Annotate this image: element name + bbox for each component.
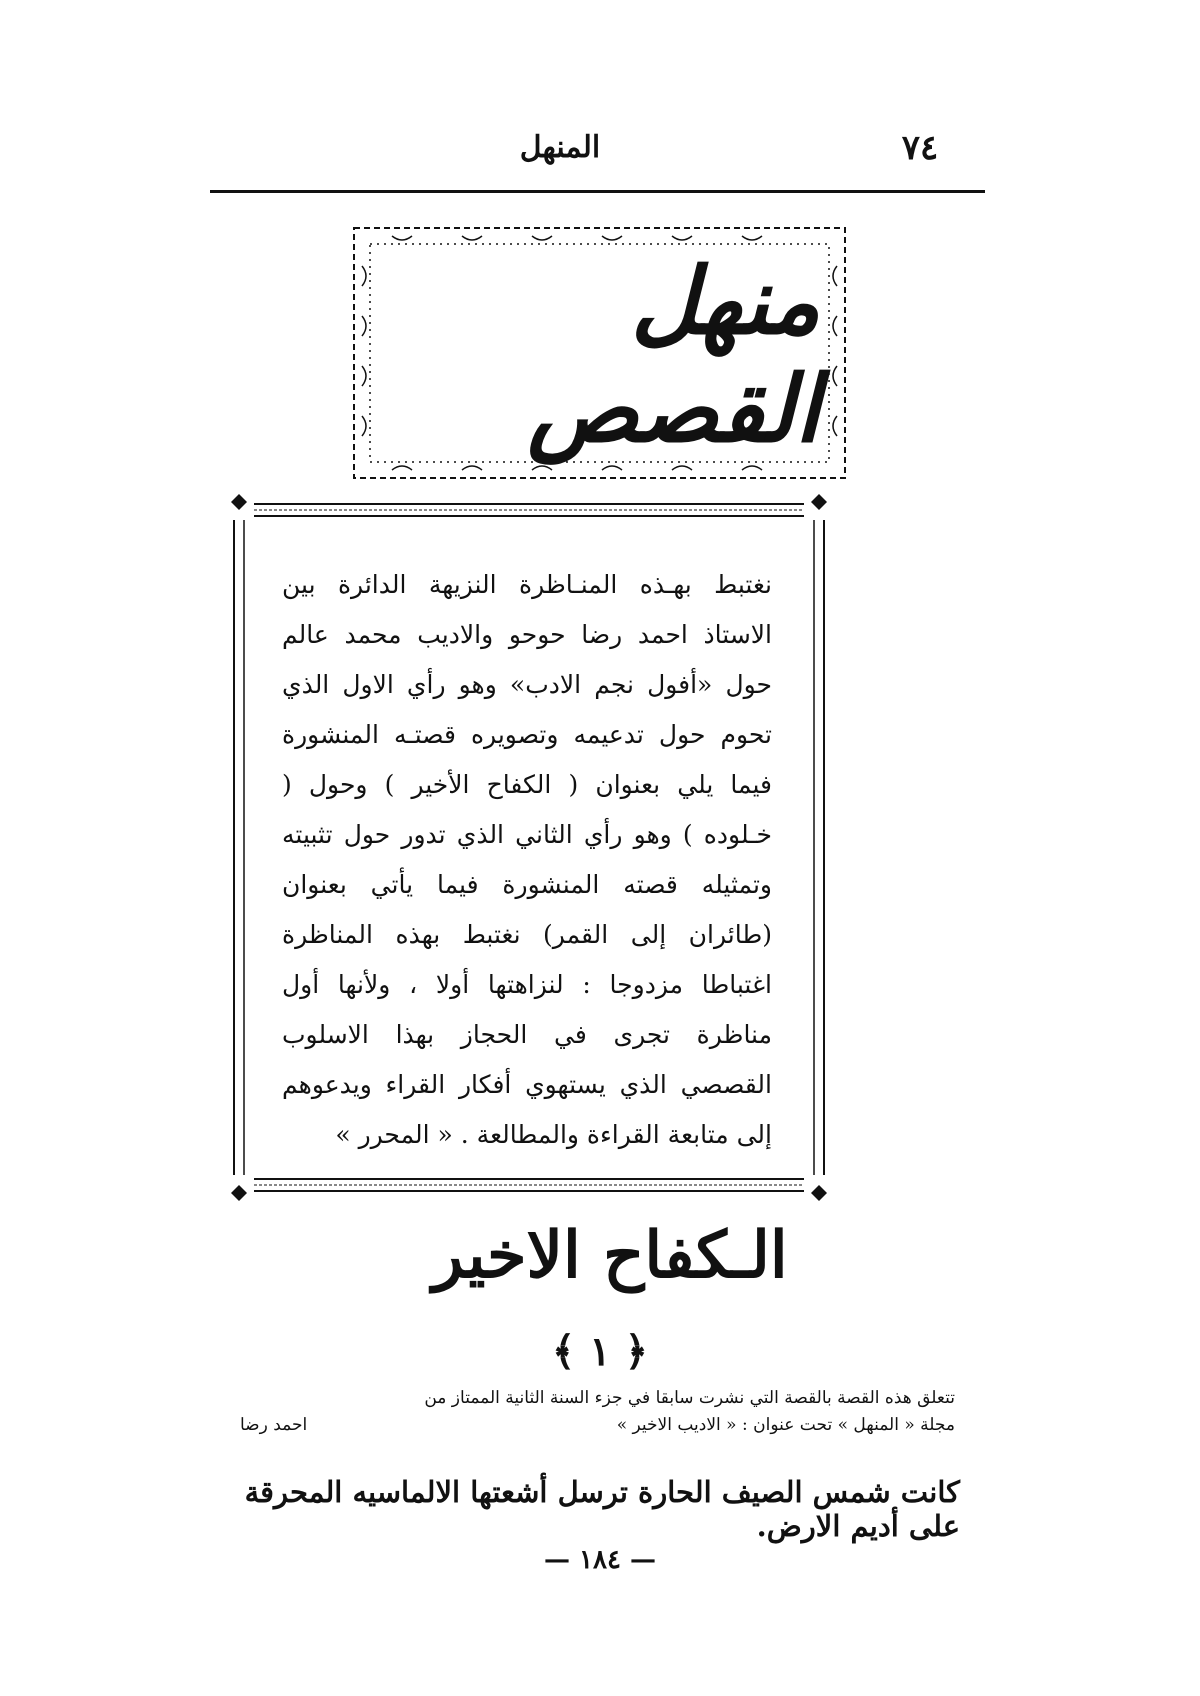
editor-note-text: نغتبط بهـذه المنـاظرة النزيهة الدائرة بين الاستاذ احمد رضا حوحو والاديب محمد عالم حول «أفول نجم الادب» وهو رأي الاول الذي تحوم حول تدعيمه وتصويره قصتـه المنشورة فيما يلي بعنوان ( الكفاح الأخير ) وحول ( خـلوده ) وهو رأي الثاني الذي تدور حول تثبيته وتمثيله قصته المنشورة فيما يأتي بعنوان (طائران إلى القمر) نغتبط بهذه المناظرة اغتباطا مزدوجا : لنزاهتها أولا ، ولأنها أول مناظرة تجرى في الحجاز بهذا الاسلوب القصصي الذي يستهوي أفكار القراء ويدعوهم إلى متابعة القراءة والمطالعة . « المحرر » (282, 570, 772, 1149)
section-title: منهل القصص (527, 247, 820, 463)
story-opening-line: كانت شمس الصيف الحارة ترسل أشعتها الالماسيه المحرقة على أديم الارض. (244, 1475, 960, 1543)
footnote-signature: احمد رضا (240, 1415, 308, 1435)
footnote-line-2-row (210, 1412, 955, 1439)
running-head: المنهل (519, 130, 601, 165)
footnote-line-2: مجلة « المنهل » تحت عنوان : « الاديب الاخير » (616, 1415, 955, 1435)
footnote-line-1: تتعلق هذه القصة بالقصة التي نشرت سابقا في جزء السنة الثانية الممتاز من (424, 1388, 955, 1408)
page-number-top: ٧٤ (901, 128, 939, 168)
header-rule (210, 190, 985, 193)
page-number-bottom: — ١٨٤ — (543, 1545, 657, 1575)
part-number: ﴿ ١ ﴾ (551, 1328, 649, 1375)
story-footnote (210, 1385, 955, 1439)
story-title: الـكفاح الاخير (432, 1218, 788, 1293)
